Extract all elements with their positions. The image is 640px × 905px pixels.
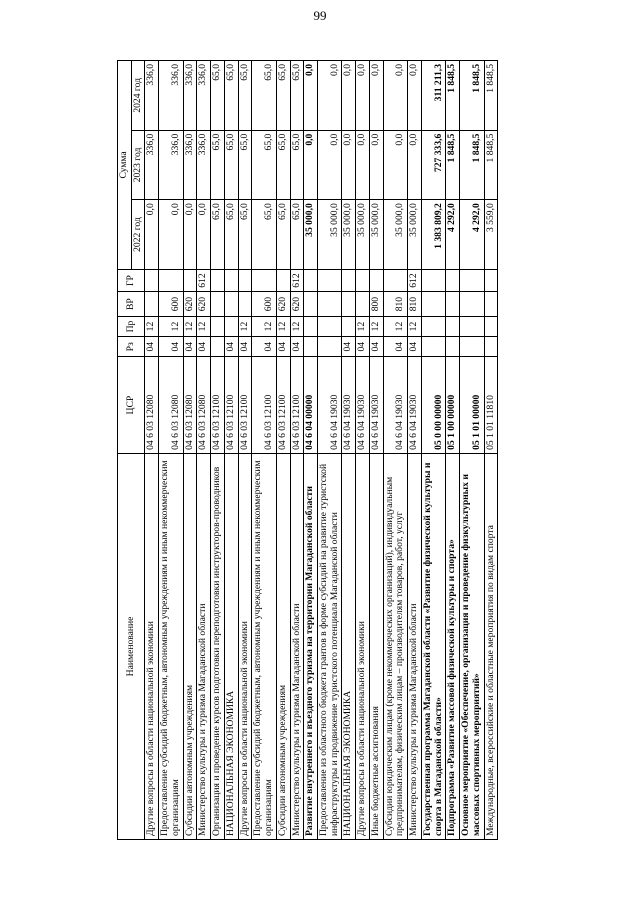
row-name: Министерство культуры и туризма Магаданской области: [197, 453, 211, 839]
row-rz: 04: [276, 337, 290, 357]
row-vr: [211, 292, 225, 317]
row-gr: [369, 269, 383, 291]
row-gr: [383, 269, 407, 291]
row-vr: [421, 292, 445, 317]
row-name: Министерство культуры и туризма Магаданской области: [290, 453, 304, 839]
row-value-2023: 0,0: [356, 130, 370, 200]
row-pr: 12: [383, 316, 407, 336]
row-csr: 04 6 03 12080: [159, 357, 183, 454]
row-csr: 04 6 04 19030: [383, 357, 407, 454]
row-gr: [356, 269, 370, 291]
row-vr: 810: [408, 292, 422, 317]
row-value-2023: 65,0: [238, 130, 252, 200]
row-csr: 05 0 00 00000: [421, 357, 445, 454]
row-rz: 04: [197, 337, 211, 357]
header-2024: 2024 год: [131, 61, 145, 131]
table-body: [145, 61, 498, 840]
row-rz: 04: [145, 337, 159, 357]
row-rz: 04: [383, 337, 407, 357]
row-value-2023: 0,0: [408, 130, 422, 200]
row-value-2022: 65,0: [224, 200, 238, 270]
row-gr: [342, 269, 356, 291]
row-gr: [159, 269, 183, 291]
row-gr: [446, 269, 460, 291]
row-pr: [421, 316, 445, 336]
row-value-2023: 0,0: [342, 130, 356, 200]
row-value-2022: 0,0: [159, 200, 183, 270]
row-csr: 04 6 04 19030: [318, 357, 342, 454]
header-rz: Рз: [118, 337, 145, 357]
row-value-2024: 65,0: [252, 61, 276, 131]
row-rz: [318, 337, 342, 357]
row-value-2024: 65,0: [211, 61, 225, 131]
row-value-2024: 1 848,5: [460, 61, 484, 131]
row-value-2024: 65,0: [290, 61, 304, 131]
row-vr: [460, 292, 484, 317]
row-name: Подпрограмма «Развитие массовой физической культуры и спорта»: [446, 453, 460, 839]
table-row: [211, 61, 225, 840]
row-vr: [342, 292, 356, 317]
row-name: Министерство культуры и туризма Магаданской области: [408, 453, 422, 839]
budget-table: [117, 60, 498, 840]
row-name: Организация и проведение курсов подготовки переподготовки инструкторов-проводников: [211, 453, 225, 839]
row-value-2024: 336,0: [183, 61, 197, 131]
row-pr: 12: [276, 316, 290, 336]
row-value-2022: 0,0: [197, 200, 211, 270]
row-csr: 04 6 03 12080: [145, 357, 159, 454]
row-gr: [304, 269, 318, 291]
row-vr: [446, 292, 460, 317]
row-name: Другие вопросы в области национальной экономики: [238, 453, 252, 839]
row-gr: [276, 269, 290, 291]
row-gr: 612: [290, 269, 304, 291]
row-csr: 04 6 04 19030: [369, 357, 383, 454]
row-gr: [460, 269, 484, 291]
row-value-2023: 336,0: [183, 130, 197, 200]
row-name: Субсидии автономным учреждениям: [276, 453, 290, 839]
row-gr: [318, 269, 342, 291]
header-2023: 2023 год: [131, 130, 145, 200]
row-value-2024: 1 848,5: [446, 61, 460, 131]
row-gr: [421, 269, 445, 291]
row-pr: [484, 316, 498, 336]
row-rz: 04: [252, 337, 276, 357]
row-pr: 12: [252, 316, 276, 336]
header-vr: ВР: [118, 292, 145, 317]
header-name: Наименование: [118, 453, 145, 839]
row-name: Субсидии автономным учреждениям: [183, 453, 197, 839]
row-name: Предоставление из областного бюджета грантов в форме субсидий на развитие туристской инфраструктуры и продвижение туристского потенциала Магаданской области: [318, 453, 342, 839]
row-value-2022: 4 292,0: [460, 200, 484, 270]
row-vr: [356, 292, 370, 317]
row-pr: [446, 316, 460, 336]
row-rz: 04: [342, 337, 356, 357]
table-row: [408, 61, 422, 840]
table-row: [356, 61, 370, 840]
row-rz: 04: [290, 337, 304, 357]
row-value-2022: 35 000,0: [304, 200, 318, 270]
row-name: Развитие внутреннего и въездного туризма на территории Магаданской области: [304, 453, 318, 839]
row-value-2022: 65,0: [238, 200, 252, 270]
row-csr: 04 6 04 19030: [408, 357, 422, 454]
row-name: Другие вопросы в области национальной экономики: [356, 453, 370, 839]
row-rz: [304, 337, 318, 357]
row-rz: 04: [408, 337, 422, 357]
row-csr: 05 1 01 00000: [460, 357, 484, 454]
row-value-2023: 336,0: [145, 130, 159, 200]
rotated-table-container: [117, 60, 587, 840]
table-row: [460, 61, 484, 840]
row-value-2023: 65,0: [290, 130, 304, 200]
row-value-2024: 0,0: [342, 61, 356, 131]
row-vr: 620: [197, 292, 211, 317]
row-value-2023: 1 848,5: [460, 130, 484, 200]
row-name: Международные, всероссийские и областные мероприятия по видам спорта: [484, 453, 498, 839]
row-value-2023: 1 848,5: [446, 130, 460, 200]
row-value-2023: 1 848,5: [484, 130, 498, 200]
row-gr: [484, 269, 498, 291]
row-gr: [145, 269, 159, 291]
row-value-2023: 0,0: [318, 130, 342, 200]
row-vr: 620: [276, 292, 290, 317]
row-value-2023: 65,0: [224, 130, 238, 200]
row-csr: 05 1 00 00000: [446, 357, 460, 454]
row-name: Государственная программа Магаданской области «Развитие физической культуры и спорта в Магаданской области»: [421, 453, 445, 839]
row-value-2023: 65,0: [252, 130, 276, 200]
table-row: [290, 61, 304, 840]
row-value-2022: 65,0: [276, 200, 290, 270]
row-pr: 12: [145, 316, 159, 336]
table-row: [145, 61, 159, 840]
row-rz: [446, 337, 460, 357]
row-csr: 04 6 03 12100: [290, 357, 304, 454]
row-value-2024: 65,0: [276, 61, 290, 131]
row-gr: [183, 269, 197, 291]
row-value-2022: 35 000,0: [342, 200, 356, 270]
row-csr: 04 6 04 19030: [356, 357, 370, 454]
row-value-2024: 336,0: [145, 61, 159, 131]
row-csr: 04 6 04 19030: [342, 357, 356, 454]
row-gr: [224, 269, 238, 291]
row-vr: 620: [290, 292, 304, 317]
row-value-2022: 35 000,0: [408, 200, 422, 270]
row-rz: 04: [369, 337, 383, 357]
row-value-2023: 65,0: [211, 130, 225, 200]
row-value-2022: 3 559,0: [484, 200, 498, 270]
table-row: [238, 61, 252, 840]
row-vr: [484, 292, 498, 317]
row-vr: [304, 292, 318, 317]
row-value-2022: 65,0: [252, 200, 276, 270]
row-gr: 612: [197, 269, 211, 291]
row-name: Иные бюджетные ассигнования: [369, 453, 383, 839]
row-rz: [421, 337, 445, 357]
row-vr: [224, 292, 238, 317]
row-gr: [252, 269, 276, 291]
row-value-2024: 311 211,3: [421, 61, 445, 131]
row-gr: [211, 269, 225, 291]
row-name: Основное мероприятие «Обеспечение, организация и проведение физкультурных и массовых спортивных мероприятий»: [460, 453, 484, 839]
row-name: Предоставление субсидий бюджетным, автономным учреждениям и иным некоммерческим организациям: [252, 453, 276, 839]
row-value-2024: 65,0: [238, 61, 252, 131]
table-row: [369, 61, 383, 840]
row-vr: 800: [369, 292, 383, 317]
row-rz: 04: [159, 337, 183, 357]
row-value-2022: 0,0: [145, 200, 159, 270]
row-pr: [304, 316, 318, 336]
row-vr: 600: [252, 292, 276, 317]
row-rz: 04: [356, 337, 370, 357]
row-pr: [342, 316, 356, 336]
row-value-2022: 65,0: [290, 200, 304, 270]
row-name: НАЦИОНАЛЬНАЯ ЭКОНОМИКА: [342, 453, 356, 839]
row-rz: 04: [183, 337, 197, 357]
table-row: [276, 61, 290, 840]
table-row: [197, 61, 211, 840]
row-value-2024: 336,0: [197, 61, 211, 131]
table-row: [183, 61, 197, 840]
row-value-2023: 65,0: [276, 130, 290, 200]
row-pr: 12: [159, 316, 183, 336]
row-value-2024: 0,0: [408, 61, 422, 131]
row-name: Другие вопросы в области национальной экономики: [145, 453, 159, 839]
row-pr: 12: [356, 316, 370, 336]
table-row: [252, 61, 276, 840]
row-pr: 12: [408, 316, 422, 336]
row-gr: [238, 269, 252, 291]
row-rz: 04: [224, 337, 238, 357]
row-value-2024: 65,0: [224, 61, 238, 131]
table-row: [383, 61, 407, 840]
row-csr: 04 6 03 12100: [276, 357, 290, 454]
row-value-2024: 0,0: [383, 61, 407, 131]
row-csr: 04 6 03 12100: [211, 357, 225, 454]
row-value-2022: 35 000,0: [369, 200, 383, 270]
row-pr: [318, 316, 342, 336]
row-csr: 05 1 01 11810: [484, 357, 498, 454]
row-vr: [145, 292, 159, 317]
row-value-2022: 4 292,0: [446, 200, 460, 270]
row-csr: 04 6 03 12080: [197, 357, 211, 454]
table-row: [446, 61, 460, 840]
row-pr: [211, 316, 225, 336]
header-pr: Пр: [118, 316, 145, 336]
row-pr: 12: [183, 316, 197, 336]
row-value-2023: 727 333,6: [421, 130, 445, 200]
header-gr: ГР: [118, 269, 145, 291]
row-value-2024: 1 848,5: [484, 61, 498, 131]
row-rz: 04: [238, 337, 252, 357]
row-csr: 04 6 03 12100: [238, 357, 252, 454]
row-name: Субсидии юридическим лицам (кроме некоммерческих организаций), индивидуальным предпринимателям, физическим лицам – производителям товаров, работ, услуг: [383, 453, 407, 839]
row-value-2023: 0,0: [369, 130, 383, 200]
row-value-2022: 65,0: [211, 200, 225, 270]
row-pr: 12: [290, 316, 304, 336]
table-row: [342, 61, 356, 840]
row-rz: [460, 337, 484, 357]
row-value-2022: 35 000,0: [318, 200, 342, 270]
row-value-2024: 0,0: [356, 61, 370, 131]
row-csr: 04 6 03 12080: [183, 357, 197, 454]
header-csr: ЦСР: [118, 357, 145, 454]
table-row: [304, 61, 318, 840]
row-rz: [484, 337, 498, 357]
row-name: Предоставление субсидий бюджетным, автономным учреждениям и иным некоммерческим организациям: [159, 453, 183, 839]
header-2022: 2022 год: [131, 200, 145, 270]
table-row: [318, 61, 342, 840]
row-value-2022: 1 383 809,2: [421, 200, 445, 270]
row-csr: 04 6 03 12100: [252, 357, 276, 454]
row-pr: [460, 316, 484, 336]
row-pr: 12: [197, 316, 211, 336]
row-vr: 600: [159, 292, 183, 317]
row-pr: [224, 316, 238, 336]
page-number: 99: [313, 8, 327, 23]
header-row-top: [118, 61, 132, 840]
row-value-2023: 0,0: [304, 130, 318, 200]
row-value-2023: 336,0: [197, 130, 211, 200]
table-row: [159, 61, 183, 840]
table-row: [224, 61, 238, 840]
row-gr: 612: [408, 269, 422, 291]
row-pr: 12: [369, 316, 383, 336]
row-value-2023: 336,0: [159, 130, 183, 200]
row-vr: 810: [383, 292, 407, 317]
row-vr: [318, 292, 342, 317]
row-csr: 04 6 04 00000: [304, 357, 318, 454]
row-value-2024: 0,0: [369, 61, 383, 131]
header-sum: Сумма: [118, 61, 132, 270]
row-value-2022: 0,0: [183, 200, 197, 270]
table-row: [421, 61, 445, 840]
row-vr: [238, 292, 252, 317]
row-csr: 04 6 03 12100: [224, 357, 238, 454]
row-rz: [211, 337, 225, 357]
row-value-2022: 35 000,0: [356, 200, 370, 270]
table-row: [484, 61, 498, 840]
row-name: НАЦИОНАЛЬНАЯ ЭКОНОМИКА: [224, 453, 238, 839]
row-value-2024: 0,0: [304, 61, 318, 131]
row-vr: 620: [183, 292, 197, 317]
row-value-2024: 0,0: [318, 61, 342, 131]
row-value-2024: 336,0: [159, 61, 183, 131]
row-value-2023: 0,0: [383, 130, 407, 200]
row-pr: 12: [238, 316, 252, 336]
row-value-2022: 35 000,0: [383, 200, 407, 270]
